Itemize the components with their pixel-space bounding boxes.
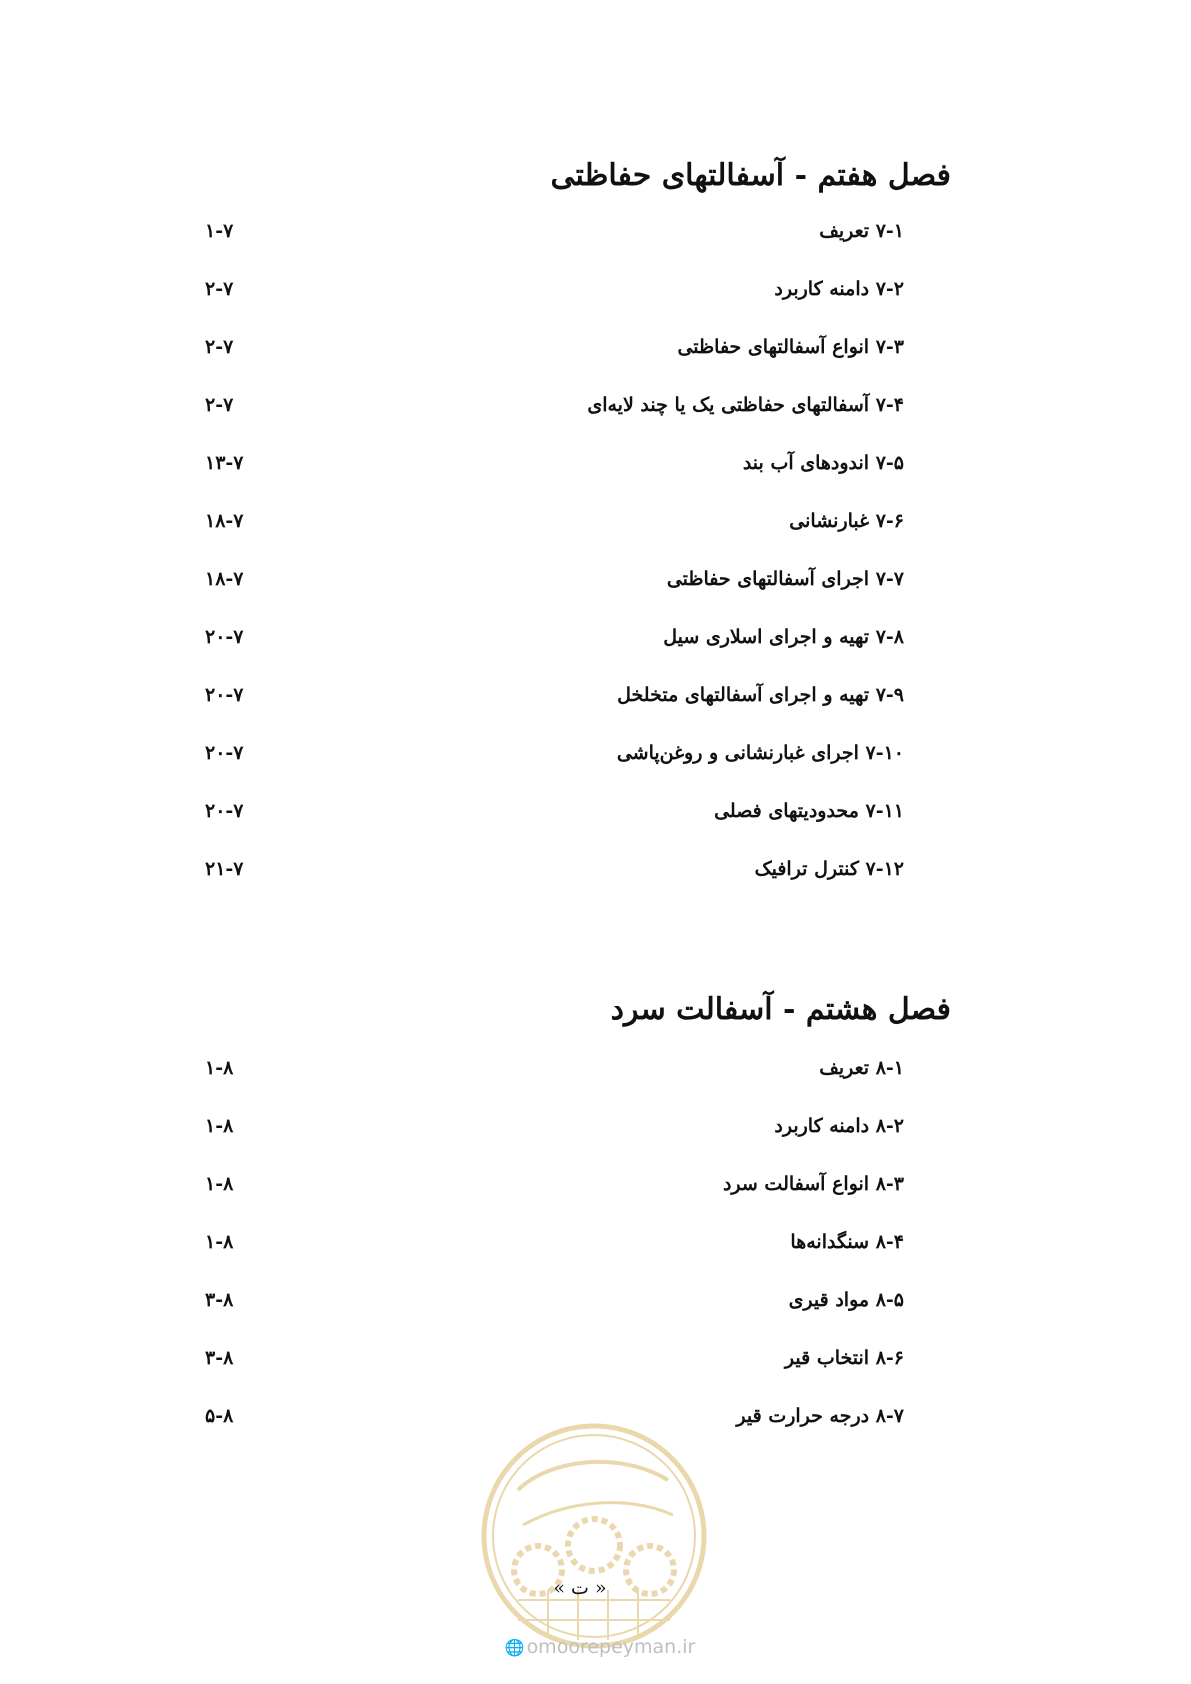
toc-entry-title: ۷-۸ تهیه و اجرای اسلاری سیل [663,626,904,648]
toc-entry-title: ۷-۱۰ اجرای غبارنشانی و روغن‌پاشی [616,742,904,764]
toc-row[interactable] [0,1289,1191,1319]
toc-row[interactable] [0,1115,1191,1145]
toc-page-number: ۱-۸ [205,1057,234,1079]
toc-page-number: ۲۰-۷ [205,626,244,648]
toc-entry-title: ۸-۳ انواع آسفالت سرد [722,1173,904,1195]
toc-row[interactable] [0,1231,1191,1261]
toc-page-number: ۱۸-۷ [205,510,244,532]
toc-row[interactable] [0,626,1191,656]
toc-row[interactable] [0,510,1191,540]
toc-entry-title: ۸-۵ مواد قیری [788,1289,904,1311]
toc-entry-title: ۷-۲ دامنه کاربرد [774,278,904,300]
toc-row[interactable] [0,742,1191,772]
toc-entry-title: ۷-۵ اندودهای آب بند [742,452,904,474]
toc-page-number: ۱-۸ [205,1115,234,1137]
toc-entry-title: ۸-۷ درجه حرارت قیر [736,1405,904,1427]
toc-row[interactable] [0,394,1191,424]
toc-page-number: ۱-۷ [205,220,234,242]
toc-row[interactable] [0,452,1191,482]
chapter-7-title: فصل هفتم - آسفالتهای حفاظتی [550,158,951,193]
toc-page-number: ۳-۸ [205,1347,234,1369]
toc-entry-title: ۷-۱۲ کنترل ترافیک [754,858,904,880]
watermark-text: omoorepeyman.ir [526,1636,696,1658]
page-number-label: « ت » [553,1577,607,1599]
toc-entry-title: ۷-۳ انواع آسفالتهای حفاظتی [677,336,904,358]
toc-page-number: ۱-۸ [205,1231,234,1253]
toc-page-number: ۳-۸ [205,1289,234,1311]
globe-icon: 🌐 [504,1638,525,1657]
toc-row[interactable] [0,684,1191,714]
toc-row[interactable] [0,1057,1191,1087]
toc-entry-title: ۷-۴ آسفالتهای حفاظتی یک یا چند لایه‌ای [587,394,904,416]
toc-row[interactable] [0,800,1191,830]
toc-page-number: ۲۰-۷ [205,742,244,764]
toc-entry-title: ۸-۶ انتخاب قیر [784,1347,904,1369]
toc-row[interactable] [0,858,1191,888]
toc-page-number: ۲-۷ [205,394,234,416]
toc-row[interactable] [0,1173,1191,1203]
toc-page-number: ۵-۸ [205,1405,234,1427]
toc-row[interactable] [0,278,1191,308]
toc-entry-title: ۷-۱۱ محدودیتهای فصلی [714,800,904,822]
toc-page-number: ۲۰-۷ [205,800,244,822]
toc-row[interactable] [0,336,1191,366]
chapter-8-title: فصل هشتم - آسفالت سرد [610,992,951,1027]
toc-entry-title: ۸-۲ دامنه کاربرد [774,1115,904,1137]
toc-row[interactable] [0,1347,1191,1377]
toc-page-number: ۱۳-۷ [205,452,244,474]
seal-logo [478,1420,710,1652]
toc-row[interactable] [0,220,1191,250]
toc-entry-title: ۷-۱ تعریف [819,220,904,242]
toc-entry-title: ۷-۷ اجرای آسفالتهای حفاظتی [666,568,904,590]
toc-row[interactable] [0,568,1191,598]
toc-page-number: ۲۱-۷ [205,858,244,880]
toc-entry-title: ۷-۹ تهیه و اجرای آسفالتهای متخلخل [617,684,904,706]
watermark [460,1636,740,1658]
toc-page-number: ۱-۸ [205,1173,234,1195]
toc-entry-title: ۷-۶ غبارنشانی [789,510,904,532]
toc-page-number: ۲۰-۷ [205,684,244,706]
toc-entry-title: ۸-۱ تعریف [819,1057,904,1079]
toc-page-number: ۱۸-۷ [205,568,244,590]
toc-entry-title: ۸-۴ سنگدانه‌ها [790,1231,904,1253]
toc-page-number: ۲-۷ [205,278,234,300]
toc-page-number: ۲-۷ [205,336,234,358]
